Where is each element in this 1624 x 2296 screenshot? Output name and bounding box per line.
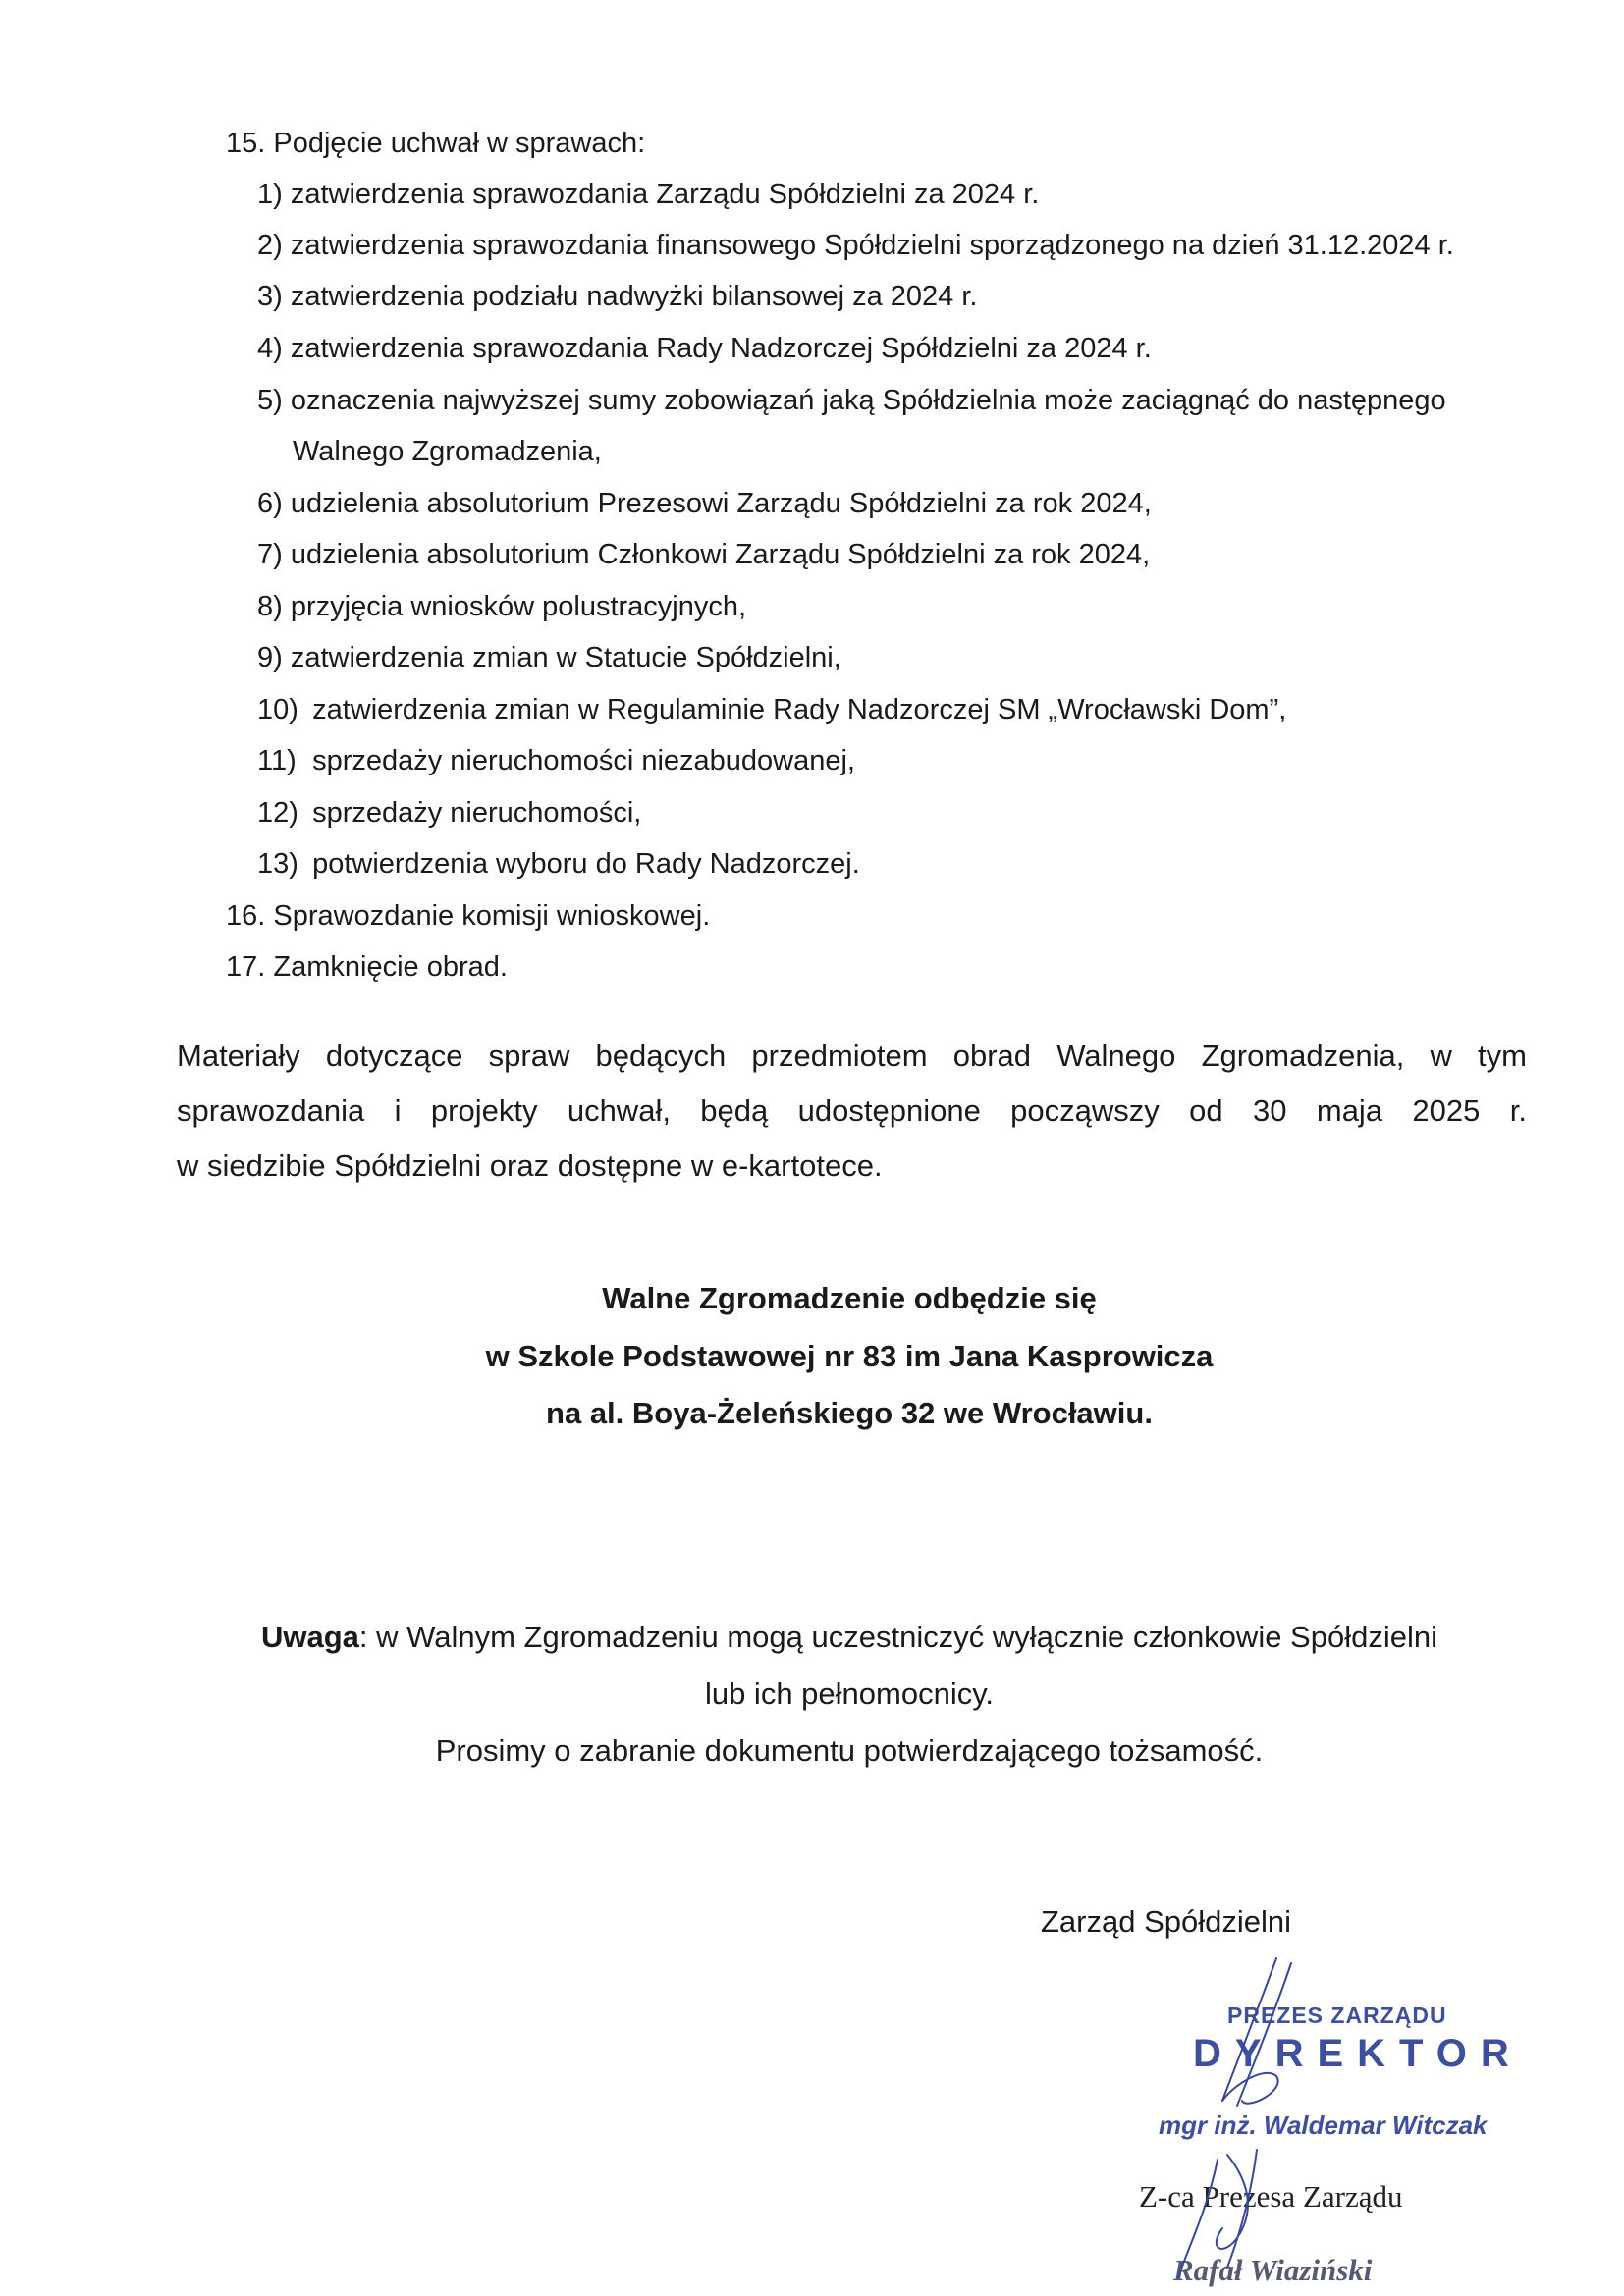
subitem-number: 3)	[257, 281, 283, 312]
agenda-item-17	[226, 949, 508, 985]
agenda-subitem-10	[257, 692, 1286, 727]
subitem-text: zatwierdzenia sprawozdania Zarządu Spółdzielni za 2024 r.	[290, 179, 1040, 210]
subitem-text: zatwierdzenia sprawozdania finansowego Spółdzielni sporządzonego na dzień 31.12.2024 r.	[290, 230, 1454, 261]
notice-line-2: lub ich pełnomocnicy.	[704, 1677, 995, 1711]
agenda-subitem-7	[257, 537, 1150, 572]
stamp-name: mgr inż. Waldemar Witczak	[1159, 2110, 1488, 2140]
subitem-text: zatwierdzenia sprawozdania Rady Nadzorczej Spółdzielni za 2024 r.	[290, 333, 1152, 364]
subitem-number: 6)	[257, 488, 283, 519]
agenda-subitem-13	[257, 846, 860, 881]
subitem-text: oznaczenia najwyższej sumy zobowiązań jaką Spółdzielnia może zaciągnąć do następnego	[290, 385, 1446, 416]
agenda-item-number: 17.	[226, 951, 266, 983]
subitem-number: 4)	[257, 333, 283, 364]
agenda-subitem-5-continuation	[293, 434, 602, 469]
agenda-subitem-12	[257, 795, 641, 830]
subitem-number: 2)	[257, 230, 283, 261]
subitem-number: 12)	[257, 797, 298, 828]
subitem-number: 10)	[257, 694, 298, 725]
agenda-subitem-2	[257, 228, 1454, 263]
stamp-role: DYREKTOR	[1193, 2032, 1523, 2075]
agenda-subitem-8	[257, 589, 746, 624]
subitem-number: 7)	[257, 539, 283, 570]
agenda-item-number: 16.	[226, 900, 266, 932]
stamp-title: PREZES ZARZĄDU	[1227, 2002, 1447, 2028]
agenda-subitem-3	[257, 279, 977, 314]
materials-line-3: w siedzibie Spółdzielni oraz dostępne w e-kartotece.	[177, 1148, 883, 1183]
agenda-subitem-1	[257, 177, 1039, 212]
materials-line-2: sprawozdania i projekty uchwał, będą udostępnione począwszy od 30 maja 2025 r.	[177, 1094, 1527, 1128]
subitem-number: 9)	[257, 642, 283, 673]
agenda-item-16	[226, 898, 710, 934]
subitem-number: 11)	[257, 745, 297, 776]
agenda-subitem-9	[257, 640, 841, 675]
notice-text: : w Walnym Zgromadzeniu mogą uczestniczyć wyłącznie członkowie Spółdzielni	[358, 1620, 1437, 1654]
venue-line-1: Walne Zgromadzenie odbędzie się	[602, 1281, 1097, 1315]
subitem-number: 1)	[257, 179, 283, 210]
notice-label: Uwaga	[261, 1620, 359, 1654]
materials-paragraph	[177, 1029, 1527, 1194]
agenda-subitem-6	[257, 486, 1152, 521]
subitem-number: 5)	[257, 385, 283, 416]
materials-line-1: Materiały dotyczące spraw będących przedmiotem obrad Walnego Zgromadzenia, w tym	[177, 1039, 1527, 1073]
agenda-item-text: Sprawozdanie komisji wnioskowej.	[273, 900, 711, 932]
subitem-text: zatwierdzenia podziału nadwyżki bilansowej za 2024 r.	[290, 281, 978, 312]
subitem-text: potwierdzenia wyboru do Rady Nadzorczej.	[312, 848, 860, 880]
agenda-item-15	[226, 126, 645, 161]
subitem-text: zatwierdzenia zmian w Regulaminie Rady Nadzorczej SM „Wrocławski Dom”,	[312, 694, 1287, 725]
subitem-text: udzielenia absolutorium Członkowi Zarządu Spółdzielni za rok 2024,	[290, 539, 1151, 570]
agenda-subitem-4	[257, 331, 1152, 366]
subitem-text: sprzedaży nieruchomości niezabudowanej,	[312, 745, 855, 776]
board-signature-label: Zarząd Spółdzielni	[1041, 1904, 1292, 1939]
subitem-text: udzielenia absolutorium Prezesowi Zarządu Spółdzielni za rok 2024,	[290, 488, 1152, 519]
subitem-text: sprzedaży nieruchomości,	[312, 797, 642, 828]
notice-line-3: Prosimy o zabranie dokumentu potwierdzającego tożsamość.	[435, 1734, 1264, 1768]
agenda-item-text: Podjęcie uchwał w sprawach:	[273, 128, 646, 159]
agenda-subitem-5	[257, 383, 1446, 418]
handwritten-signature-icon	[1129, 1953, 1355, 2287]
subitem-text: zatwierdzenia zmian w Statucie Spółdzielni,	[290, 642, 841, 673]
subitem-number: 8)	[257, 591, 283, 622]
deputy-name: Rafał Wiaziński	[1173, 2253, 1373, 2287]
agenda-subitem-11	[257, 743, 855, 778]
deputy-title: Z-ca Prezesa Zarządu	[1139, 2179, 1403, 2214]
subitem-number: 13)	[257, 848, 298, 880]
notice-line-1	[0, 1609, 1624, 1666]
venue-line-3: na al. Boya-Żeleńskiego 32 we Wrocławiu.	[546, 1396, 1153, 1430]
subitem-text: Walnego Zgromadzenia,	[293, 436, 602, 467]
subitem-text: przyjęcia wniosków polustracyjnych,	[290, 591, 747, 622]
agenda-item-text: Zamknięcie obrad.	[273, 951, 508, 983]
agenda-item-number: 15.	[226, 128, 266, 159]
venue-line-2: w Szkole Podstawowej nr 83 im Jana Kasprowicza	[485, 1339, 1214, 1373]
